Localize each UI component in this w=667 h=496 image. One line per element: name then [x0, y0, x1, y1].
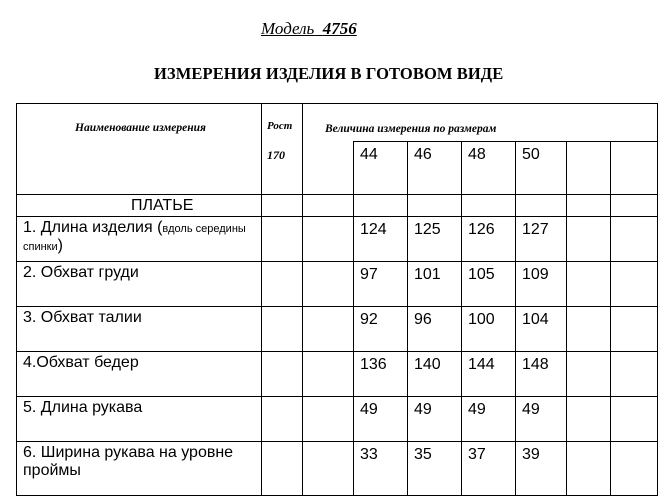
value-cell: 49: [408, 397, 462, 442]
model-label: Модель: [261, 19, 315, 38]
empty-cell: [408, 195, 462, 217]
value-cell: 101: [408, 262, 462, 307]
value-cell: 96: [408, 307, 462, 352]
empty-cell: [354, 195, 408, 217]
header-height-cell: [262, 104, 303, 195]
measurements-table: [16, 103, 658, 496]
value-cell: 136: [354, 352, 408, 397]
size-cell: 50: [516, 142, 567, 195]
value-cell: 140: [408, 352, 462, 397]
header-sizes-cell: [303, 104, 658, 142]
value-cell: 33: [354, 442, 408, 496]
model-number: 4756: [322, 19, 357, 38]
empty-cell: [567, 307, 611, 352]
empty-cell: [303, 442, 354, 496]
row-label: 2. Обхват груди: [17, 262, 262, 307]
value-cell: 124: [354, 217, 408, 262]
empty-cell: [567, 262, 611, 307]
row-label: 3. Обхват талии: [17, 307, 262, 352]
row-label-suffix: ): [57, 237, 63, 255]
row-label: 6. Ширина рукава на уровне проймы: [17, 442, 262, 496]
value-cell: 39: [516, 442, 567, 496]
header-name: Наименование измерения: [75, 122, 206, 134]
empty-cell: [303, 142, 354, 195]
empty-cell: [611, 352, 658, 397]
empty-cell: [303, 217, 354, 262]
empty-cell: [262, 307, 303, 352]
empty-cell: [262, 217, 303, 262]
value-cell: 148: [516, 352, 567, 397]
value-cell: 144: [462, 352, 516, 397]
table-row: [17, 442, 658, 496]
empty-cell: [303, 262, 354, 307]
value-cell: 92: [354, 307, 408, 352]
empty-cell: [611, 442, 658, 496]
table-row: [17, 217, 658, 262]
empty-cell: [262, 195, 303, 217]
row-label: 4.Обхват бедер: [17, 352, 262, 397]
empty-cell: [303, 352, 354, 397]
header-height-label: Рост: [267, 120, 293, 132]
header-row: [17, 104, 658, 142]
table-row: [17, 397, 658, 442]
empty-cell: [303, 195, 354, 217]
value-cell: 126: [462, 217, 516, 262]
table-row: [17, 352, 658, 397]
section-row: [17, 195, 658, 217]
empty-cell: [567, 397, 611, 442]
empty-cell: [567, 217, 611, 262]
value-cell: 35: [408, 442, 462, 496]
header-height-value: 170: [267, 148, 285, 162]
empty-cell: [611, 262, 658, 307]
row-label-note: вдоль середины спинки: [23, 223, 246, 254]
document-title: ИЗМЕРЕНИЯ ИЗДЕЛИЯ В ГОТОВОМ ВИДЕ: [154, 64, 504, 83]
empty-cell: [567, 352, 611, 397]
header-sizes: Величина измерения по размерам: [325, 123, 497, 135]
value-cell: 49: [516, 397, 567, 442]
value-cell: 105: [462, 262, 516, 307]
empty-cell: [611, 142, 658, 195]
empty-cell: [516, 195, 567, 217]
size-cell: 48: [462, 142, 516, 195]
size-cell: 44: [354, 142, 408, 195]
empty-cell: [462, 195, 516, 217]
empty-cell: [303, 397, 354, 442]
model-line: [261, 19, 357, 39]
empty-cell: [567, 142, 611, 195]
empty-cell: [262, 352, 303, 397]
value-cell: 97: [354, 262, 408, 307]
value-cell: 109: [516, 262, 567, 307]
empty-cell: [611, 307, 658, 352]
row-label: [17, 217, 262, 262]
empty-cell: [611, 195, 658, 217]
empty-cell: [262, 397, 303, 442]
empty-cell: [262, 262, 303, 307]
section-label: ПЛАТЬЕ: [17, 195, 262, 217]
value-cell: 127: [516, 217, 567, 262]
table-row: [17, 262, 658, 307]
table-row: [17, 307, 658, 352]
empty-cell: [567, 442, 611, 496]
value-cell: 37: [462, 442, 516, 496]
row-label: 5. Длина рукава: [17, 397, 262, 442]
value-cell: 125: [408, 217, 462, 262]
empty-cell: [611, 397, 658, 442]
value-cell: 100: [462, 307, 516, 352]
empty-cell: [303, 307, 354, 352]
empty-cell: [611, 217, 658, 262]
row-label-text: 1. Длина изделия (: [23, 219, 163, 236]
empty-cell: [262, 442, 303, 496]
size-cell: 46: [408, 142, 462, 195]
value-cell: 49: [462, 397, 516, 442]
value-cell: 104: [516, 307, 567, 352]
header-name-cell: [17, 104, 262, 195]
value-cell: 49: [354, 397, 408, 442]
empty-cell: [567, 195, 611, 217]
